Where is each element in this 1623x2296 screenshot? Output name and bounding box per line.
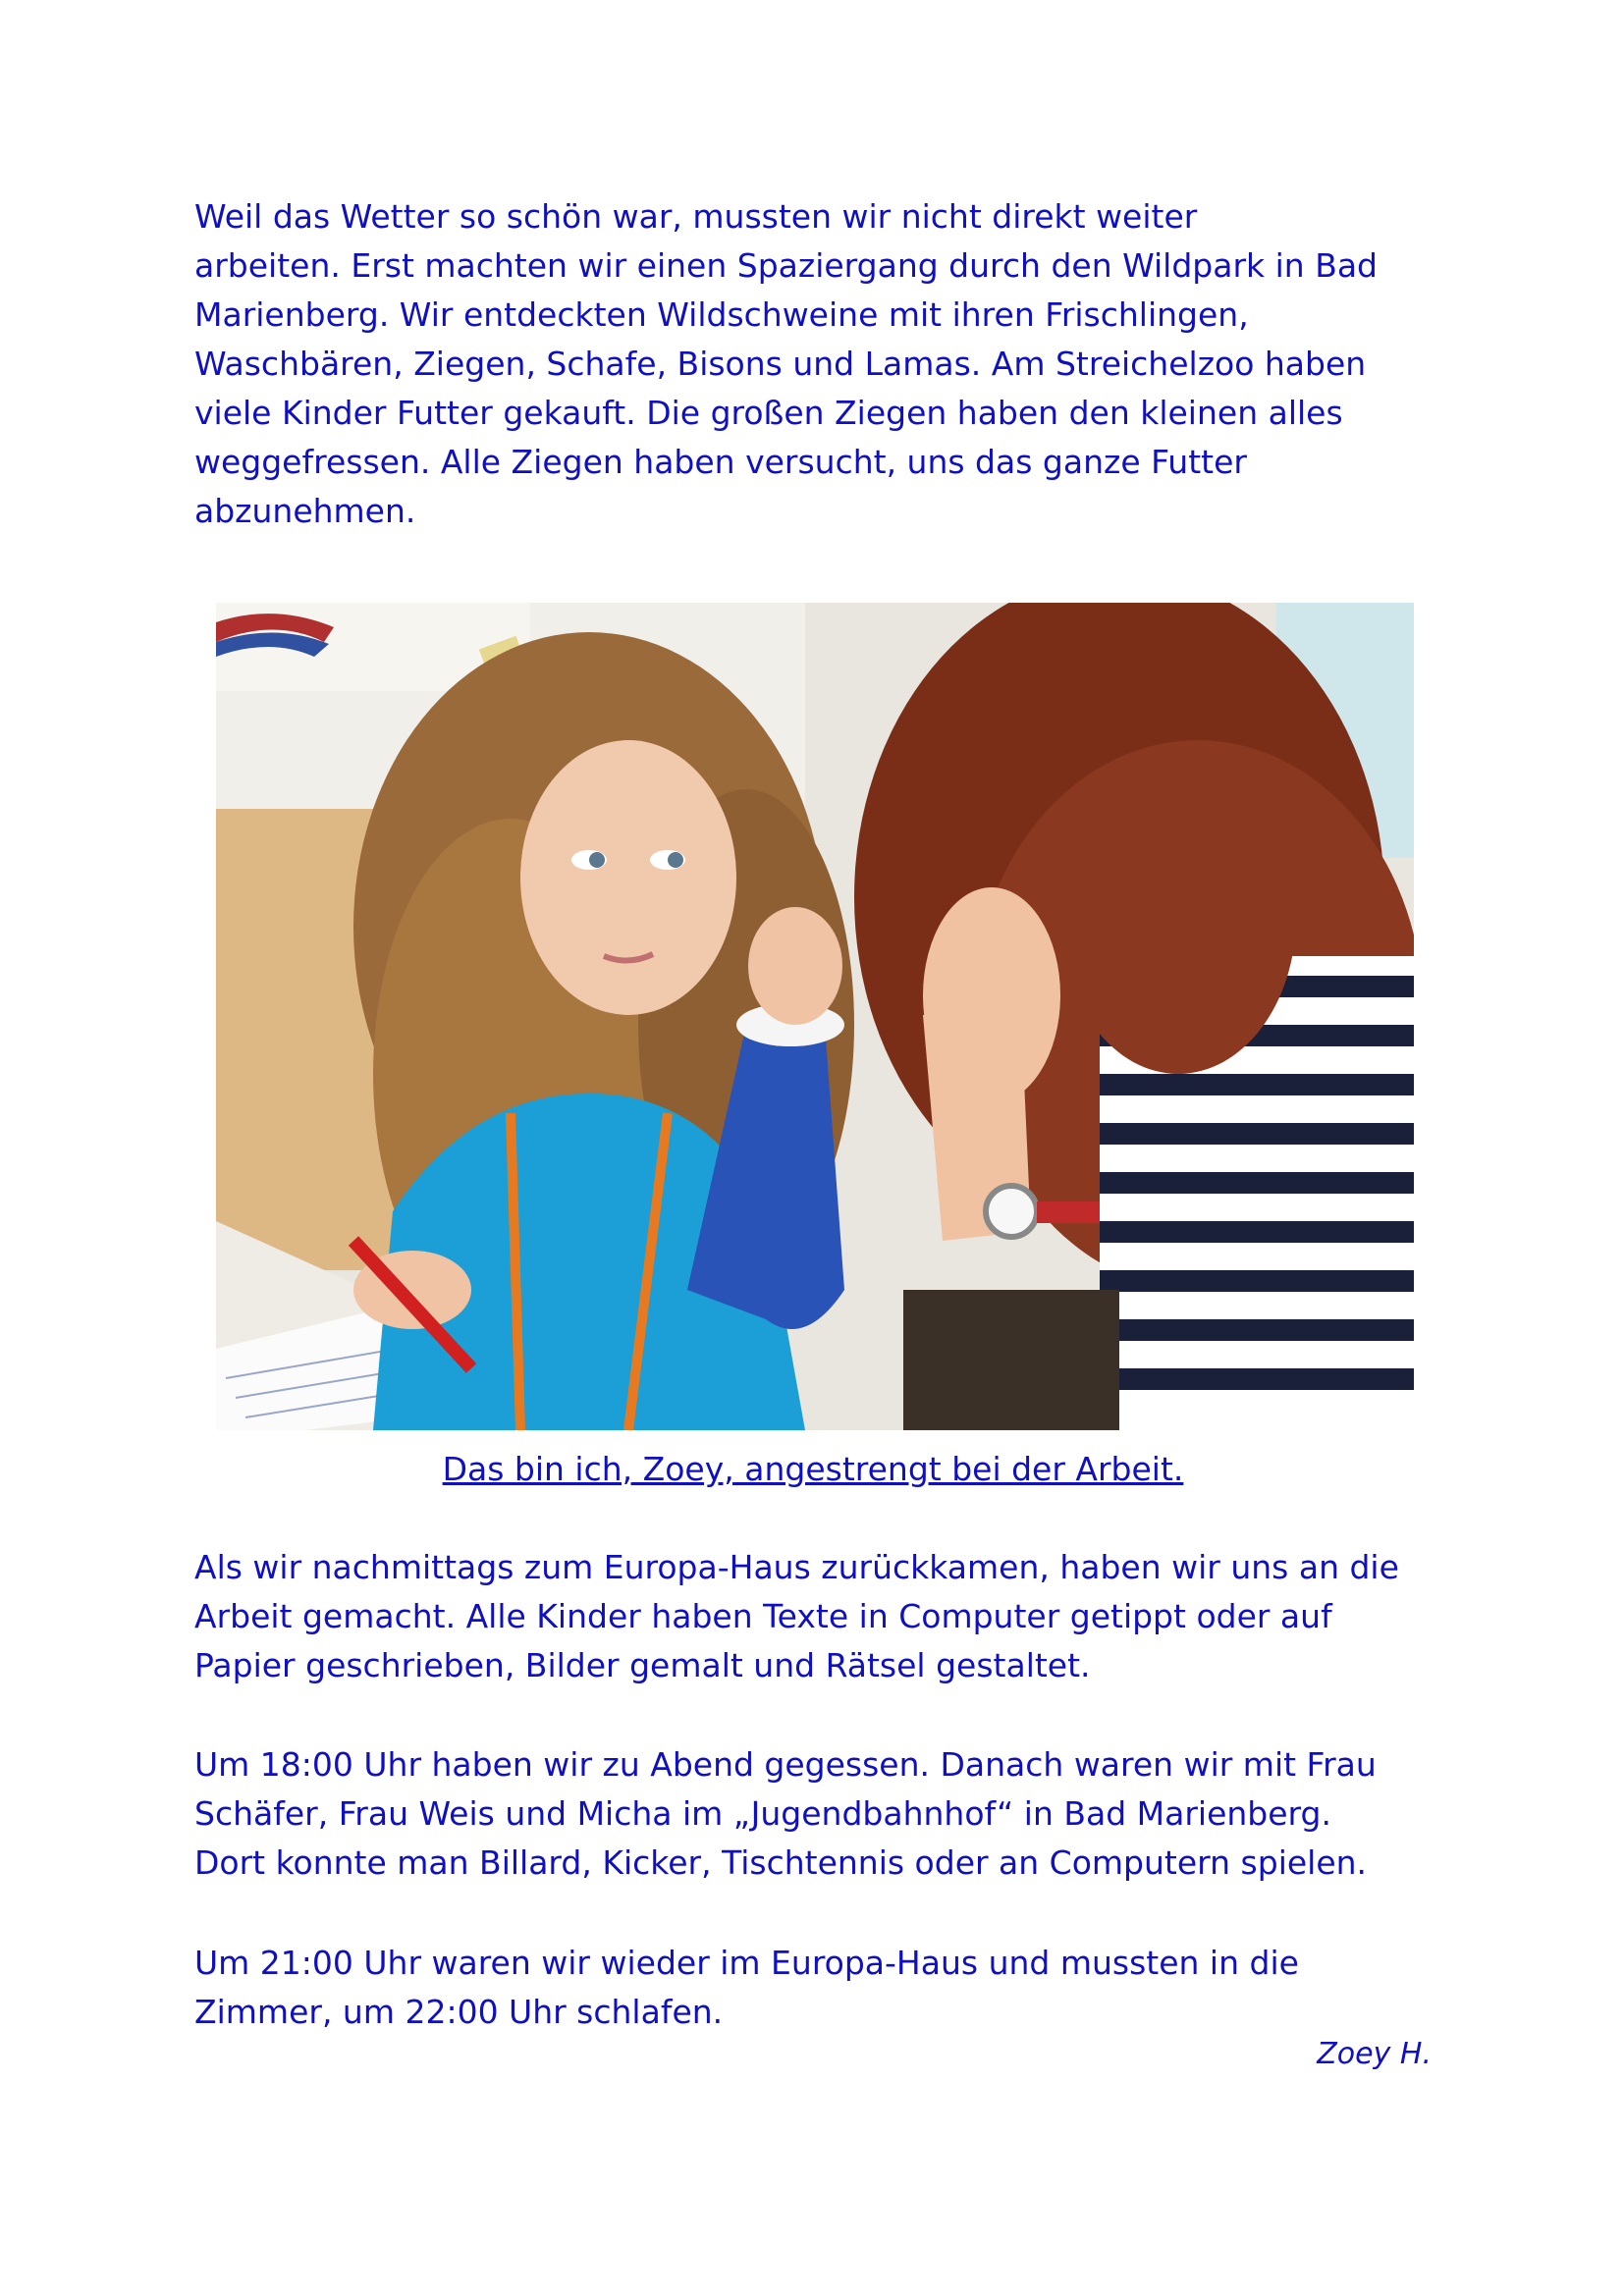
caption-link[interactable]: Das bin ich, Zoey, angestrengt bei der Arbeit. — [442, 1450, 1184, 1488]
text-line: Zimmer, um 22:00 Uhr schlafen. — [194, 1993, 724, 2031]
text-line: Um 21:00 Uhr waren wir wieder im Europa-Haus und mussten in die — [194, 1944, 1299, 1982]
text-line: Um 18:00 Uhr haben wir zu Abend gegessen. Danach waren wir mit Frau — [194, 1745, 1377, 1784]
text-line: Als wir nachmittags zum Europa-Haus zurückkamen, haben wir uns an die — [194, 1548, 1399, 1586]
text-line: weggefressen. Alle Ziegen haben versucht, uns das ganze Futter — [194, 443, 1247, 481]
text-line: Arbeit gemacht. Alle Kinder haben Texte in Computer getippt oder auf — [194, 1597, 1332, 1635]
text-line: Marienberg. Wir entdeckten Wildschweine mit ihren Frischlingen, — [194, 295, 1249, 334]
paragraph-evening — [194, 1740, 1432, 1888]
text-line: arbeiten. Erst machten wir einen Spaziergang durch den Wildpark in Bad — [194, 246, 1378, 285]
text-line: abzunehmen. — [194, 492, 416, 530]
text-line: Dort konnte man Billard, Kicker, Tischtennis oder an Computern spielen. — [194, 1843, 1368, 1882]
text-line: Schäfer, Frau Weis und Micha im „Jugendbahnhof“ in Bad Marienberg. — [194, 1794, 1331, 1833]
photo-illustration — [216, 603, 1414, 1430]
paragraph-wildpark — [194, 192, 1432, 536]
photo-girl-writing — [216, 603, 1414, 1430]
author-signature: Zoey H. — [1317, 2037, 1432, 2071]
text-line: Waschbären, Ziegen, Schafe, Bisons und Lamas. Am Streichelzoo haben — [194, 345, 1367, 383]
paragraph-europa-haus — [194, 1543, 1432, 1690]
text-line: Papier geschrieben, Bilder gemalt und Rätsel gestaltet. — [194, 1646, 1091, 1684]
paragraph-night — [194, 1939, 1432, 2037]
photo-caption[interactable] — [194, 1447, 1432, 1492]
text-line: Weil das Wetter so schön war, mussten wir nicht direkt weiter — [194, 197, 1198, 236]
text-line: viele Kinder Futter gekauft. Die großen Ziegen haben den kleinen alles — [194, 394, 1343, 432]
